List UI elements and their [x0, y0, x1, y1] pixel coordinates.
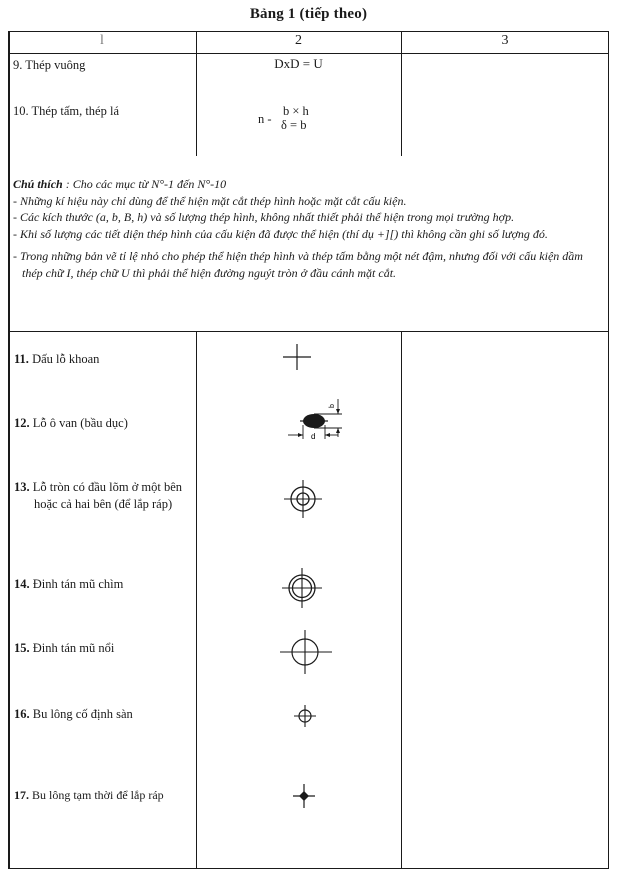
- row-number: 17.: [14, 788, 29, 802]
- column-divider-1-top: [196, 31, 197, 156]
- note-lead: Chú thích: [13, 177, 63, 191]
- column-divider-2-top: [401, 31, 402, 156]
- formula-line-1: b × h: [283, 104, 309, 118]
- row-number: 13.: [14, 480, 30, 494]
- note-item-2: - Các kích thước (a, b, B, h) và số lượng thép hình, không nhất thiết phải thể hiện trong mọi trường hợp.: [13, 210, 515, 224]
- row-number: 12.: [14, 416, 30, 430]
- fixed-bolt-icon: [292, 703, 318, 729]
- table-row-14: [14, 576, 123, 593]
- table-frame: [8, 31, 609, 869]
- row-label: Đinh tán mũ nổi: [32, 641, 115, 655]
- row-label: Lỗ ô van (bầu dục): [32, 416, 128, 430]
- row-number: 9.: [13, 58, 23, 72]
- row-number: 14.: [14, 577, 30, 591]
- table-row-17: [14, 787, 164, 804]
- round-head-rivet-icon: [278, 628, 334, 676]
- temporary-bolt-icon: [291, 782, 317, 810]
- row-number: 11.: [14, 352, 29, 366]
- column-divider-1-bottom: [196, 331, 197, 869]
- row-label: Lỗ tròn có đầu lõm ở một bên hoặc cả hai bên (để lắp ráp): [32, 480, 183, 511]
- notes-section: [13, 176, 603, 281]
- note-item-1: - Những kí hiệu này chỉ dùng để thể hiện mặt cắt thép hình hoặc mặt cắt cấu kiện.: [13, 193, 407, 208]
- row-label: Dấu lỗ khoan: [32, 352, 100, 366]
- row-number: 10.: [13, 104, 29, 118]
- table-title: Bảng 1 (tiếp theo): [249, 6, 368, 22]
- note-item-4: - Trong những bản vẽ tỉ lệ nhỏ cho phép thể hiện thép hình và thép tấm bằng một nét đậm, nhưng đối với cấu kiện dầm thép chữ I, thép chữ U thì phải thể hiện đường nguýt tròn ở đầu cánh mặt cắt.: [13, 249, 583, 280]
- row-label: Đinh tán mũ chìm: [32, 577, 124, 591]
- table-row-12: [14, 415, 128, 432]
- note-intro: [13, 176, 603, 193]
- column-header-3: 3: [501, 33, 509, 48]
- note-intro-text: : Cho các mục từ N°-1 đến N°-10: [62, 177, 227, 191]
- row-number: 16.: [14, 707, 30, 721]
- row-label: Thép tấm, thép lá: [31, 104, 120, 118]
- formula-prefix: n -: [258, 112, 272, 126]
- table-row-13: [14, 479, 184, 513]
- row-label: Bu lông tạm thời để lắp ráp: [32, 788, 164, 802]
- dim-label-b: b: [329, 404, 336, 408]
- row-label: Thép vuông: [25, 58, 86, 72]
- table-row-10: [13, 103, 119, 120]
- drill-mark-icon: [280, 340, 314, 374]
- oval-hole-icon: [280, 395, 360, 445]
- table-row-16: [14, 706, 133, 723]
- countersunk-hole-icon: [282, 478, 324, 520]
- table-row-9: [13, 57, 85, 74]
- row-label: Bu lông cố định sàn: [32, 707, 133, 721]
- row-number: 15.: [14, 641, 30, 655]
- header-divider: [8, 53, 609, 54]
- formula-square-steel: DxD = U: [274, 56, 323, 71]
- dim-label-d: d: [311, 432, 316, 441]
- notes-divider: [8, 331, 609, 332]
- column-header-1: l: [100, 33, 104, 48]
- table-row-15: [14, 640, 114, 657]
- column-divider-2-bottom: [401, 331, 402, 869]
- column-header-2: 2: [295, 33, 302, 48]
- countersunk-rivet-icon: [280, 566, 324, 610]
- note-item-3: - Khi số lượng các tiết diện thép hình của cấu kiện đã được thể hiện (thí dụ +][) thì không cần ghi số lượng đó.: [13, 226, 548, 241]
- table-row-11: [14, 351, 99, 368]
- formula-line-2: δ = b: [281, 118, 307, 132]
